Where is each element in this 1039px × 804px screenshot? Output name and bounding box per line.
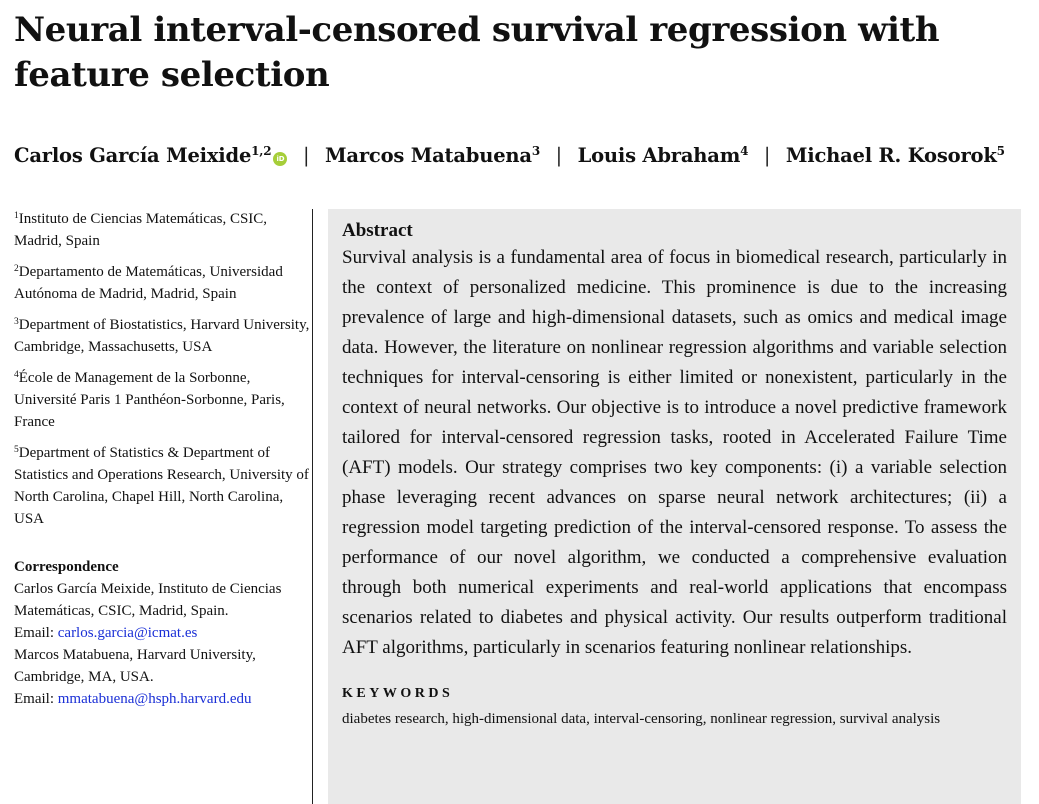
email-link[interactable]: mmatabuena@hsph.harvard.edu (57, 691, 252, 707)
affiliation-number: 2 (14, 264, 19, 274)
author-list (14, 144, 1034, 167)
abstract-box (328, 209, 1021, 804)
author-separator: | (555, 144, 562, 167)
author-name: Louis Abraham (577, 144, 741, 167)
author-affiliation-marker: 3 (531, 144, 540, 158)
correspondence-line: Marcos Matabuena, Harvard University, Cambridge, MA, USA. (14, 647, 256, 685)
affiliation (14, 311, 310, 358)
keywords-text: diabetes research, high-dimensional data, interval-censoring, nonlinear regression, survival analysis (342, 711, 941, 727)
paper-title: Neural interval-censored survival regression with feature selection (14, 10, 940, 95)
author-separator: | (763, 144, 771, 167)
affiliation (14, 364, 310, 433)
correspondence-heading: Correspondence (14, 559, 119, 575)
affiliation-text: Departamento de Matemáticas, Universidad Autónoma de Madrid, Madrid, Spain (14, 264, 283, 302)
affiliations-column (14, 205, 310, 710)
affiliation-number: 5 (14, 445, 19, 455)
author-separator: | (303, 144, 310, 167)
author-name: Marcos Matabuena (325, 144, 532, 167)
column-divider (312, 209, 313, 804)
affiliation-text: Instituto de Ciencias Matemáticas, CSIC, Madrid, Spain (14, 211, 268, 249)
keywords-heading: KEYWORDS (342, 686, 454, 701)
author-name: Michael R. Kosorok (785, 144, 997, 167)
email-label: Email: (14, 691, 58, 707)
affiliation-number: 4 (14, 370, 19, 380)
affiliation-number: 3 (14, 317, 19, 327)
affiliation-text: Department of Statistics & Department of Statistics and Operations Research, University of North Carolina, Chapel Hill, North Carolina, USA (14, 445, 309, 527)
abstract-heading: Abstract (342, 220, 413, 241)
author-affiliation-marker: 5 (996, 144, 1005, 158)
orcid-icon[interactable]: iD (273, 152, 287, 166)
author-affiliation-marker: 4 (740, 144, 749, 158)
correspondence-block (14, 578, 310, 710)
correspondence-line: Carlos García Meixide, Instituto de Ciencias Matemáticas, CSIC, Madrid, Spain. (14, 581, 282, 619)
affiliation-text: Department of Biostatistics, Harvard University, Cambridge, Massachusetts, USA (14, 317, 310, 355)
affiliation-number: 1 (14, 211, 19, 221)
affiliation (14, 258, 310, 305)
email-label: Email: (14, 625, 58, 641)
affiliation-text: École de Management de la Sorbonne, Université Paris 1 Panthéon-Sorbonne, Paris, France (14, 370, 285, 430)
email-link[interactable]: carlos.garcia@icmat.es (57, 625, 198, 641)
affiliation (14, 439, 310, 530)
author-affiliation-marker: 1,2 (251, 144, 272, 158)
abstract-text: Survival analysis is a fundamental area of focus in biomedical research, particularly in the context of personalized medicine. This prominence is due to the increasing prevalence of large and high-dimensional datasets, such as omics and medical image data. However, the literature on nonlinear regression algorithms and variable selection techniques for interval-censoring is either limited or nonexistent, particularly in the context of neural networks. Our objective is to introduce a novel predictive framework tailored for interval-censored regression tasks, rooted in Accelerated Failure Time (AFT) models. Our strategy comprises two key components: (i) a variable selection phase leveraging recent advances on sparse neural network architectures; (ii) a regression model targeting prediction of the interval-censored response. To assess the performance of our novel algorithm, we conducted a comprehensive evaluation through both numerical experiments and real-world applications that encompass scenarios related to diabetes and physical activity. Our results outperform traditional AFT algorithms, particularly in scenarios featuring nonlinear relationships. (342, 247, 1007, 658)
author-name: Carlos García Meixide (14, 144, 252, 167)
affiliation (14, 205, 310, 252)
